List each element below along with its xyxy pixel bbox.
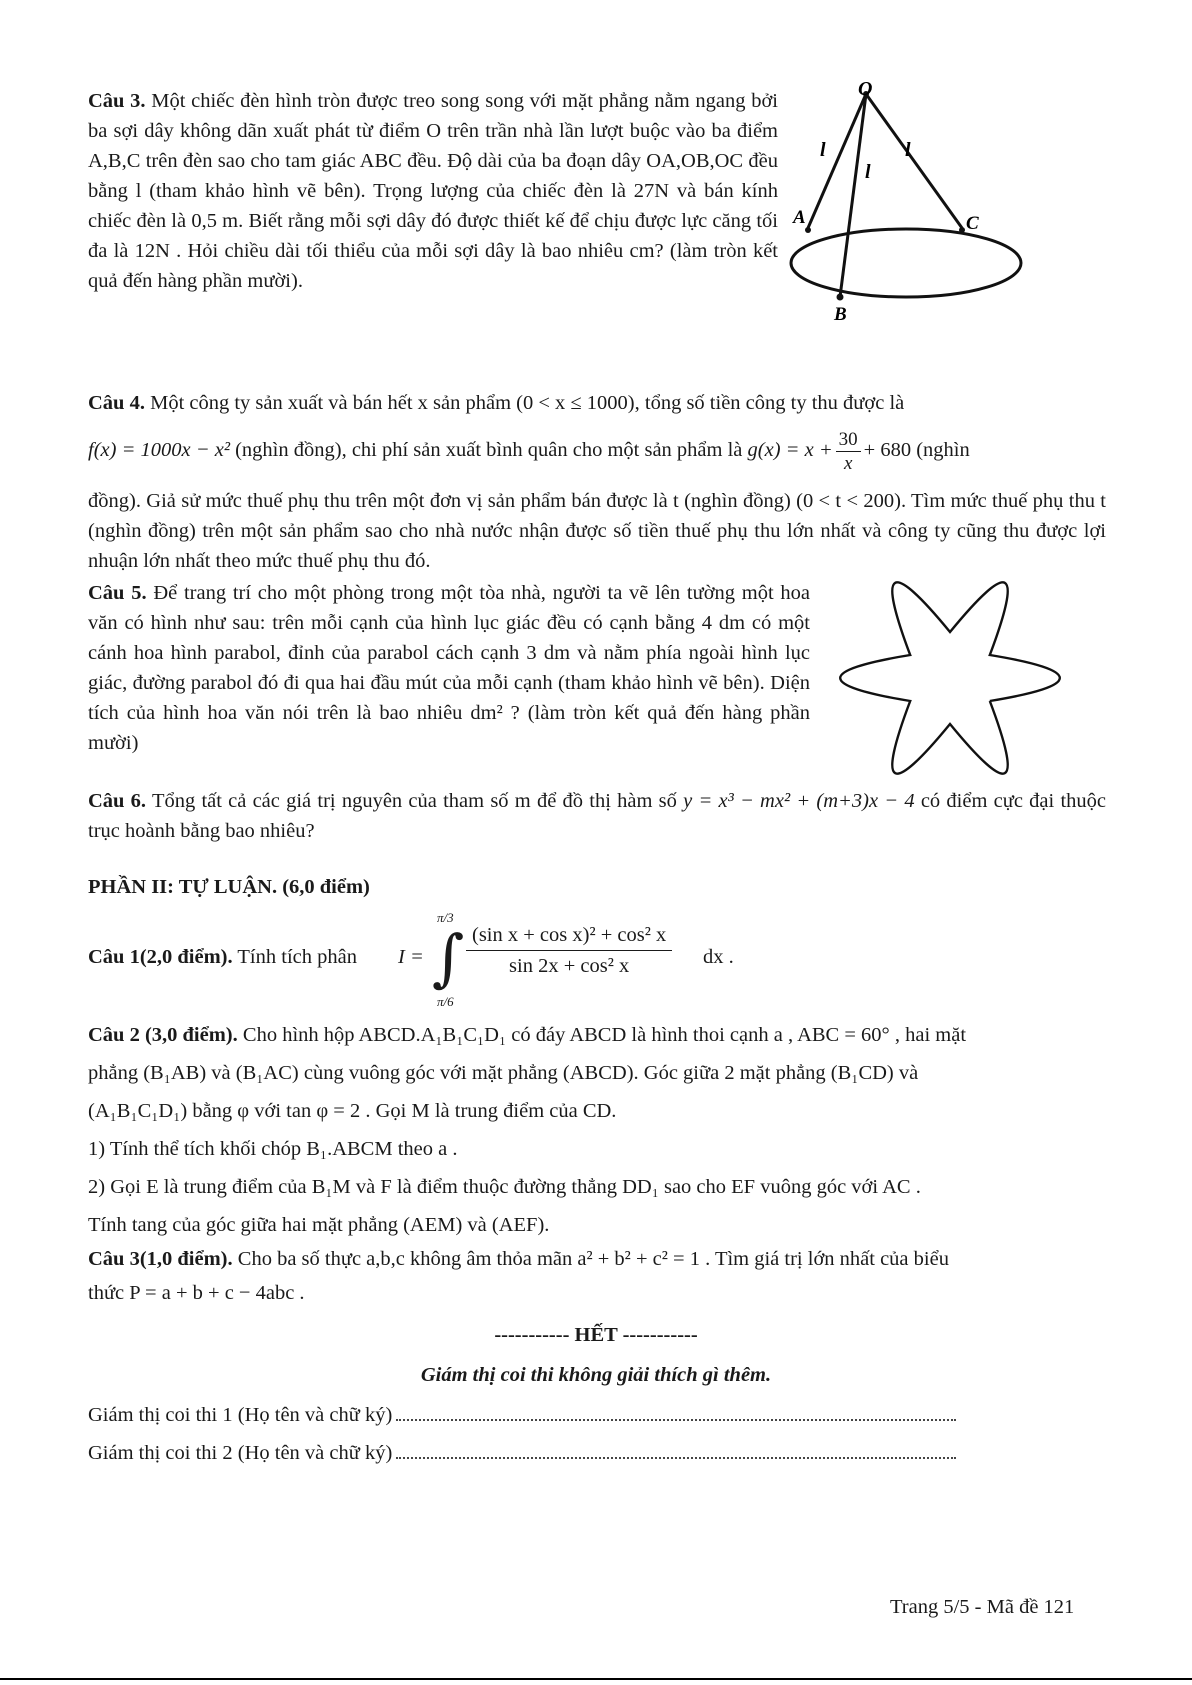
question-5 xyxy=(88,578,810,758)
string-oc xyxy=(866,94,962,228)
proctor-2-label: Giám thị coi thi 2 (Họ tên và chữ ký) xyxy=(88,1442,393,1464)
label-c: C xyxy=(966,213,979,234)
label-l-mid: l xyxy=(865,161,871,183)
question-6-formula: y = x³ − mx² + (m+3)x − 4 xyxy=(683,790,915,812)
essay-1 xyxy=(88,908,1106,1012)
label-b: B xyxy=(834,304,847,325)
question-5-text: Để trang trí cho một phòng trong một tòa nhà, người ta vẽ lên tường một hoa văn có hình như sau: trên mỗi cạnh của hình lục giác đều có cạnh bằng 4 dm có một cánh hoa hình parabol, đỉnh của parabol cách cạnh 3 dm và nằm phía ngoài hình lục giác, đường parabol đó đi qua hai đầu mút của mỗi cạnh (tham khảo hình vẽ bên). Diện tích của hình hoa văn nói trên là bao nhiêu dm² ? (làm tròn kết quả đến hàng phần mười) xyxy=(88,582,811,754)
proctor-note: Giám thị coi thi không giải thích gì thêm. xyxy=(420,1364,772,1386)
integral-denominator: sin 2x + cos² x xyxy=(509,955,630,977)
parabola-petals xyxy=(840,582,1060,773)
point-c xyxy=(959,227,965,233)
label-a: A xyxy=(793,207,806,228)
label-l-right: l xyxy=(905,139,911,161)
essay-2-item2b: Tính tang của góc giữa hai mặt phẳng (AEM) và (AEF). xyxy=(88,1214,550,1236)
essay-1-label: Câu 1(2,0 điểm). xyxy=(88,946,233,968)
integral-dx: dx . xyxy=(703,946,734,968)
hexagon-flower-figure xyxy=(830,570,1070,790)
integral-numerator: (sin x + cos x)² + cos² x xyxy=(466,924,672,951)
question-5-label: Câu 5. xyxy=(88,582,147,604)
essay-2-item1: 1) Tính thể tích khối chóp B₁.ABCM theo a . xyxy=(88,1138,458,1160)
essay-3-label: Câu 3(1,0 điểm). xyxy=(88,1248,233,1270)
essay-3-line1 xyxy=(88,1242,1106,1276)
question-6 xyxy=(88,786,1106,846)
proctor-1-sign xyxy=(88,1404,956,1427)
formula-f: f(x) = 1000x − x² xyxy=(88,439,230,461)
question-3 xyxy=(88,86,778,296)
essay-1-text: Tính tích phân xyxy=(237,946,357,968)
label-o: O xyxy=(858,80,873,100)
formula-g-suffix: + 680 xyxy=(863,439,912,461)
label-l-left: l xyxy=(820,139,826,161)
essay-3 xyxy=(88,1242,1106,1310)
question-6-label: Câu 6. xyxy=(88,790,147,812)
essay-2-item2a: 2) Gọi E là trung điểm của B₁M và F là điểm thuộc đường thẳng DD₁ sao cho EF vuông góc với AC . xyxy=(88,1176,921,1198)
essay-2-line1 xyxy=(88,1016,1106,1054)
essay-3-line2: thức P = a + b + c − 4abc . xyxy=(88,1282,305,1304)
question-4-line1 xyxy=(88,388,1106,418)
integral-lower-bound: π/6 xyxy=(437,994,454,1009)
proctor-2-dotted-line xyxy=(396,1457,956,1459)
question-6-text-b: có điểm cực đại thuộc trục hoành bằng bao nhiêu? xyxy=(88,790,1106,842)
question-3-label: Câu 3. xyxy=(88,90,146,112)
proctor-1-label: Giám thị coi thi 1 (Họ tên và chữ ký) xyxy=(88,1404,393,1426)
integral-fraction xyxy=(466,924,672,978)
integral-upper-bound: π/3 xyxy=(437,910,454,925)
essay-2-line1-text: Cho hình hộp ABCD.A₁B₁C₁D₁ có đáy ABCD là hình thoi cạnh a , ABC = 60° , hai mặt xyxy=(242,1024,967,1046)
question-4-label: Câu 4. xyxy=(88,392,145,414)
formula-g-denominator: x xyxy=(843,452,853,474)
essay-3-line1-text: Cho ba số thực a,b,c không âm thỏa mãn a² + b² + c² = 1 . Tìm giá trị lớn nhất của biểu xyxy=(237,1248,949,1270)
point-b xyxy=(837,294,844,301)
bottom-rule xyxy=(0,1678,1192,1680)
proctor-1-dotted-line xyxy=(396,1419,956,1421)
formula-g-prefix: g(x) = x + xyxy=(747,439,833,461)
question-3-text: Một chiếc đèn hình tròn được treo song song với mặt phẳng nằm ngang bởi ba sợi dây không dãn xuất phát từ điểm O trên trần nhà lần lượt buộc vào ba điểm A,B,C trên đèn sao cho tam giác ABC đều. Độ dài của ba đoạn dây OA,OB,OC đều bằng l (tham khảo hình vẽ bên). Trọng lượng của chiếc đèn là 27N và bán kính chiếc đèn là 0,5 m. Biết rằng mỗi sợi dây đó được thiết kế để chịu được lực căng tối đa là 12N . Hỏi chiều dài tối thiểu của mỗi sợi dây là bao nhiêu cm? (làm tròn kết quả đến hàng phần mười). xyxy=(88,90,778,292)
question-4-rest: đồng). Giả sử mức thuế phụ thu trên một đơn vị sản phẩm bán được là t (nghìn đồng) (0 < t < 200). Tìm mức thuế phụ thu t (nghìn đồng) trên một sản phẩm sao cho nhà nước nhận được số tiền thuế phụ thu lớn nhất và công ty cũng thu được lợi nhuận lớn nhất theo mức thuế phụ thu đó. xyxy=(88,490,1106,572)
essay-2 xyxy=(88,1016,1106,1244)
question-4-unit: (nghìn xyxy=(916,439,970,461)
question-6-text-a: Tổng tất cả các giá trị nguyên của tham số m để đồ thị hàm số xyxy=(151,790,677,812)
lamp-ellipse xyxy=(791,229,1021,297)
essay-2-line3: (A₁B₁C₁D₁) bằng φ với tan φ = 2 . Gọi M là trung điểm của CD. xyxy=(88,1100,617,1122)
page-footer: Trang 5/5 - Mã đề 121 xyxy=(890,1596,1075,1618)
question-4-mid: (nghìn đồng), chi phí sản xuất bình quân cho một sản phẩm là xyxy=(235,439,743,461)
integral-sign: ∫ xyxy=(432,921,465,994)
essay-2-label: Câu 2 (3,0 điểm). xyxy=(88,1024,238,1046)
formula-g-numerator: 30 xyxy=(836,430,861,452)
integral-lhs: I = xyxy=(398,946,424,968)
question-4-intro: Một công ty sản xuất và bán hết x sản phẩm (0 < x ≤ 1000), tổng số tiền công ty thu được là xyxy=(150,392,905,414)
part-2-title: PHẦN II: TỰ LUẬN. (6,0 điểm) xyxy=(88,876,370,898)
essay-2-line2: phẳng (B₁AB) và (B₁AC) cùng vuông góc với mặt phẳng (ABCD). Góc giữa 2 mặt phẳng (B₁CD) và xyxy=(88,1062,919,1084)
proctor-2-sign xyxy=(88,1442,956,1465)
question-4-line2 xyxy=(88,428,1106,472)
lamp-cone-figure xyxy=(778,80,1028,330)
formula-g-fraction xyxy=(836,430,861,473)
point-a xyxy=(805,227,811,233)
end-marker: ----------- HẾT ----------- xyxy=(494,1324,698,1346)
